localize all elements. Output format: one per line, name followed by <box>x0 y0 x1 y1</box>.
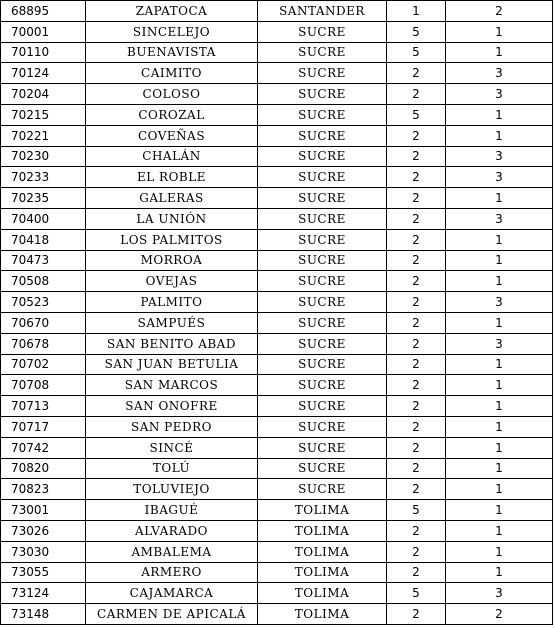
department-cell: SUCRE <box>258 271 387 292</box>
value-b-cell: 1 <box>446 21 553 42</box>
department-cell: TOLIMA <box>258 500 387 521</box>
code-cell: 70233 <box>1 167 86 188</box>
department-cell: SUCRE <box>258 125 387 146</box>
table-row <box>1 396 553 417</box>
table-row <box>1 458 553 479</box>
value-a-cell: 2 <box>387 229 446 250</box>
municipality-cell: TOLUVIEJO <box>86 479 258 500</box>
table-row <box>1 250 553 271</box>
code-cell: 70001 <box>1 21 86 42</box>
table-row <box>1 229 553 250</box>
value-b-cell: 3 <box>446 208 553 229</box>
code-cell: 70820 <box>1 458 86 479</box>
code-cell: 70508 <box>1 271 86 292</box>
municipality-cell: CAJAMARCA <box>86 583 258 604</box>
table-row <box>1 437 553 458</box>
value-a-cell: 2 <box>387 167 446 188</box>
code-cell: 70473 <box>1 250 86 271</box>
code-cell: 70713 <box>1 396 86 417</box>
value-a-cell: 2 <box>387 188 446 209</box>
table-row <box>1 541 553 562</box>
table-row <box>1 416 553 437</box>
department-cell: SUCRE <box>258 354 387 375</box>
table-row <box>1 42 553 63</box>
table-row <box>1 292 553 313</box>
code-cell: 70742 <box>1 437 86 458</box>
department-cell: SUCRE <box>258 167 387 188</box>
table-row <box>1 63 553 84</box>
table-row <box>1 520 553 541</box>
value-a-cell: 2 <box>387 125 446 146</box>
municipality-cell: SAN MARCOS <box>86 375 258 396</box>
department-cell: SUCRE <box>258 250 387 271</box>
department-cell: SUCRE <box>258 146 387 167</box>
municipality-cell: LA UNIÓN <box>86 208 258 229</box>
table-row <box>1 604 553 625</box>
department-cell: SUCRE <box>258 375 387 396</box>
municipality-cell: ALVARADO <box>86 520 258 541</box>
municipality-cell: ZAPATOCA <box>86 1 258 22</box>
department-cell: SUCRE <box>258 458 387 479</box>
value-b-cell: 1 <box>446 312 553 333</box>
code-cell: 68895 <box>1 1 86 22</box>
code-cell: 70204 <box>1 84 86 105</box>
value-b-cell: 1 <box>446 541 553 562</box>
code-cell: 70708 <box>1 375 86 396</box>
value-b-cell: 1 <box>446 562 553 583</box>
value-a-cell: 2 <box>387 354 446 375</box>
department-cell: SUCRE <box>258 437 387 458</box>
value-a-cell: 2 <box>387 146 446 167</box>
value-b-cell: 3 <box>446 84 553 105</box>
value-a-cell: 1 <box>387 1 446 22</box>
table-row <box>1 354 553 375</box>
table-row <box>1 312 553 333</box>
value-b-cell: 1 <box>446 104 553 125</box>
value-a-cell: 5 <box>387 500 446 521</box>
value-b-cell: 1 <box>446 229 553 250</box>
municipality-cell: BUENAVISTA <box>86 42 258 63</box>
value-a-cell: 2 <box>387 63 446 84</box>
value-a-cell: 2 <box>387 541 446 562</box>
municipality-cell: MORROA <box>86 250 258 271</box>
table-row <box>1 479 553 500</box>
department-cell: SANTANDER <box>258 1 387 22</box>
value-b-cell: 3 <box>446 146 553 167</box>
value-b-cell: 1 <box>446 479 553 500</box>
table-row <box>1 583 553 604</box>
municipality-cell: COVEÑAS <box>86 125 258 146</box>
municipality-cell: IBAGUÉ <box>86 500 258 521</box>
table-row <box>1 333 553 354</box>
code-cell: 70230 <box>1 146 86 167</box>
code-cell: 70221 <box>1 125 86 146</box>
department-cell: TOLIMA <box>258 541 387 562</box>
department-cell: SUCRE <box>258 479 387 500</box>
value-b-cell: 1 <box>446 188 553 209</box>
municipality-cell: CAIMITO <box>86 63 258 84</box>
table-row <box>1 271 553 292</box>
value-a-cell: 5 <box>387 104 446 125</box>
municipality-cell: GALERAS <box>86 188 258 209</box>
table-row <box>1 500 553 521</box>
value-b-cell: 2 <box>446 1 553 22</box>
code-cell: 73001 <box>1 500 86 521</box>
department-cell: TOLIMA <box>258 562 387 583</box>
code-cell: 70702 <box>1 354 86 375</box>
department-cell: SUCRE <box>258 21 387 42</box>
value-b-cell: 1 <box>446 125 553 146</box>
value-b-cell: 1 <box>446 271 553 292</box>
value-b-cell: 3 <box>446 167 553 188</box>
value-a-cell: 2 <box>387 479 446 500</box>
code-cell: 70110 <box>1 42 86 63</box>
value-a-cell: 2 <box>387 333 446 354</box>
code-cell: 73148 <box>1 604 86 625</box>
code-cell: 70418 <box>1 229 86 250</box>
value-b-cell: 3 <box>446 63 553 84</box>
department-cell: SUCRE <box>258 333 387 354</box>
value-b-cell: 1 <box>446 437 553 458</box>
code-cell: 70400 <box>1 208 86 229</box>
department-cell: SUCRE <box>258 312 387 333</box>
value-a-cell: 2 <box>387 562 446 583</box>
value-b-cell: 1 <box>446 520 553 541</box>
value-b-cell: 1 <box>446 396 553 417</box>
municipality-cell: COROZAL <box>86 104 258 125</box>
department-cell: SUCRE <box>258 292 387 313</box>
table-row <box>1 104 553 125</box>
municipality-cell: SAN ONOFRE <box>86 396 258 417</box>
value-b-cell: 1 <box>446 354 553 375</box>
code-cell: 70823 <box>1 479 86 500</box>
table-row <box>1 188 553 209</box>
municipality-cell: CARMEN DE APICALÁ <box>86 604 258 625</box>
value-b-cell: 1 <box>446 500 553 521</box>
value-a-cell: 2 <box>387 292 446 313</box>
code-cell: 70523 <box>1 292 86 313</box>
table-body <box>1 1 553 625</box>
code-cell: 73055 <box>1 562 86 583</box>
value-a-cell: 5 <box>387 21 446 42</box>
department-cell: TOLIMA <box>258 520 387 541</box>
value-b-cell: 3 <box>446 333 553 354</box>
value-b-cell: 3 <box>446 583 553 604</box>
value-a-cell: 2 <box>387 312 446 333</box>
municipality-cell: SAMPUÉS <box>86 312 258 333</box>
table-row <box>1 84 553 105</box>
value-a-cell: 2 <box>387 375 446 396</box>
department-cell: TOLIMA <box>258 583 387 604</box>
municipality-cell: SAN PEDRO <box>86 416 258 437</box>
table-row <box>1 146 553 167</box>
value-a-cell: 2 <box>387 250 446 271</box>
value-b-cell: 1 <box>446 250 553 271</box>
value-b-cell: 2 <box>446 604 553 625</box>
municipality-cell: SAN BENITO ABAD <box>86 333 258 354</box>
value-a-cell: 2 <box>387 396 446 417</box>
table-row <box>1 208 553 229</box>
department-cell: SUCRE <box>258 104 387 125</box>
value-b-cell: 3 <box>446 292 553 313</box>
code-cell: 73030 <box>1 541 86 562</box>
value-b-cell: 1 <box>446 42 553 63</box>
municipality-cell: SINCÉ <box>86 437 258 458</box>
value-a-cell: 5 <box>387 583 446 604</box>
table-row <box>1 375 553 396</box>
department-cell: SUCRE <box>258 63 387 84</box>
department-cell: SUCRE <box>258 396 387 417</box>
municipality-cell: TOLÚ <box>86 458 258 479</box>
code-cell: 70678 <box>1 333 86 354</box>
municipality-cell: SINCELEJO <box>86 21 258 42</box>
code-cell: 70717 <box>1 416 86 437</box>
municipality-cell: EL ROBLE <box>86 167 258 188</box>
table-row <box>1 125 553 146</box>
table-row <box>1 21 553 42</box>
municipality-cell: ARMERO <box>86 562 258 583</box>
code-cell: 70215 <box>1 104 86 125</box>
value-a-cell: 2 <box>387 520 446 541</box>
municipality-cell: OVEJAS <box>86 271 258 292</box>
table-row <box>1 1 553 22</box>
department-cell: SUCRE <box>258 229 387 250</box>
department-cell: SUCRE <box>258 42 387 63</box>
value-a-cell: 2 <box>387 84 446 105</box>
code-cell: 73026 <box>1 520 86 541</box>
value-a-cell: 2 <box>387 208 446 229</box>
municipality-cell: COLOSO <box>86 84 258 105</box>
department-cell: SUCRE <box>258 208 387 229</box>
code-cell: 70670 <box>1 312 86 333</box>
value-a-cell: 2 <box>387 458 446 479</box>
code-cell: 70235 <box>1 188 86 209</box>
value-b-cell: 1 <box>446 416 553 437</box>
municipality-cell: CHALÁN <box>86 146 258 167</box>
municipality-cell: SAN JUAN BETULIA <box>86 354 258 375</box>
value-b-cell: 1 <box>446 375 553 396</box>
municipality-cell: AMBALEMA <box>86 541 258 562</box>
value-a-cell: 2 <box>387 271 446 292</box>
department-cell: TOLIMA <box>258 604 387 625</box>
value-a-cell: 2 <box>387 604 446 625</box>
value-a-cell: 2 <box>387 416 446 437</box>
value-a-cell: 2 <box>387 437 446 458</box>
value-a-cell: 5 <box>387 42 446 63</box>
table-row <box>1 562 553 583</box>
department-cell: SUCRE <box>258 84 387 105</box>
code-cell: 70124 <box>1 63 86 84</box>
value-b-cell: 1 <box>446 458 553 479</box>
code-cell: 73124 <box>1 583 86 604</box>
department-cell: SUCRE <box>258 416 387 437</box>
table-row <box>1 167 553 188</box>
municipality-cell: PALMITO <box>86 292 258 313</box>
municipality-cell: LOS PALMITOS <box>86 229 258 250</box>
department-cell: SUCRE <box>258 188 387 209</box>
